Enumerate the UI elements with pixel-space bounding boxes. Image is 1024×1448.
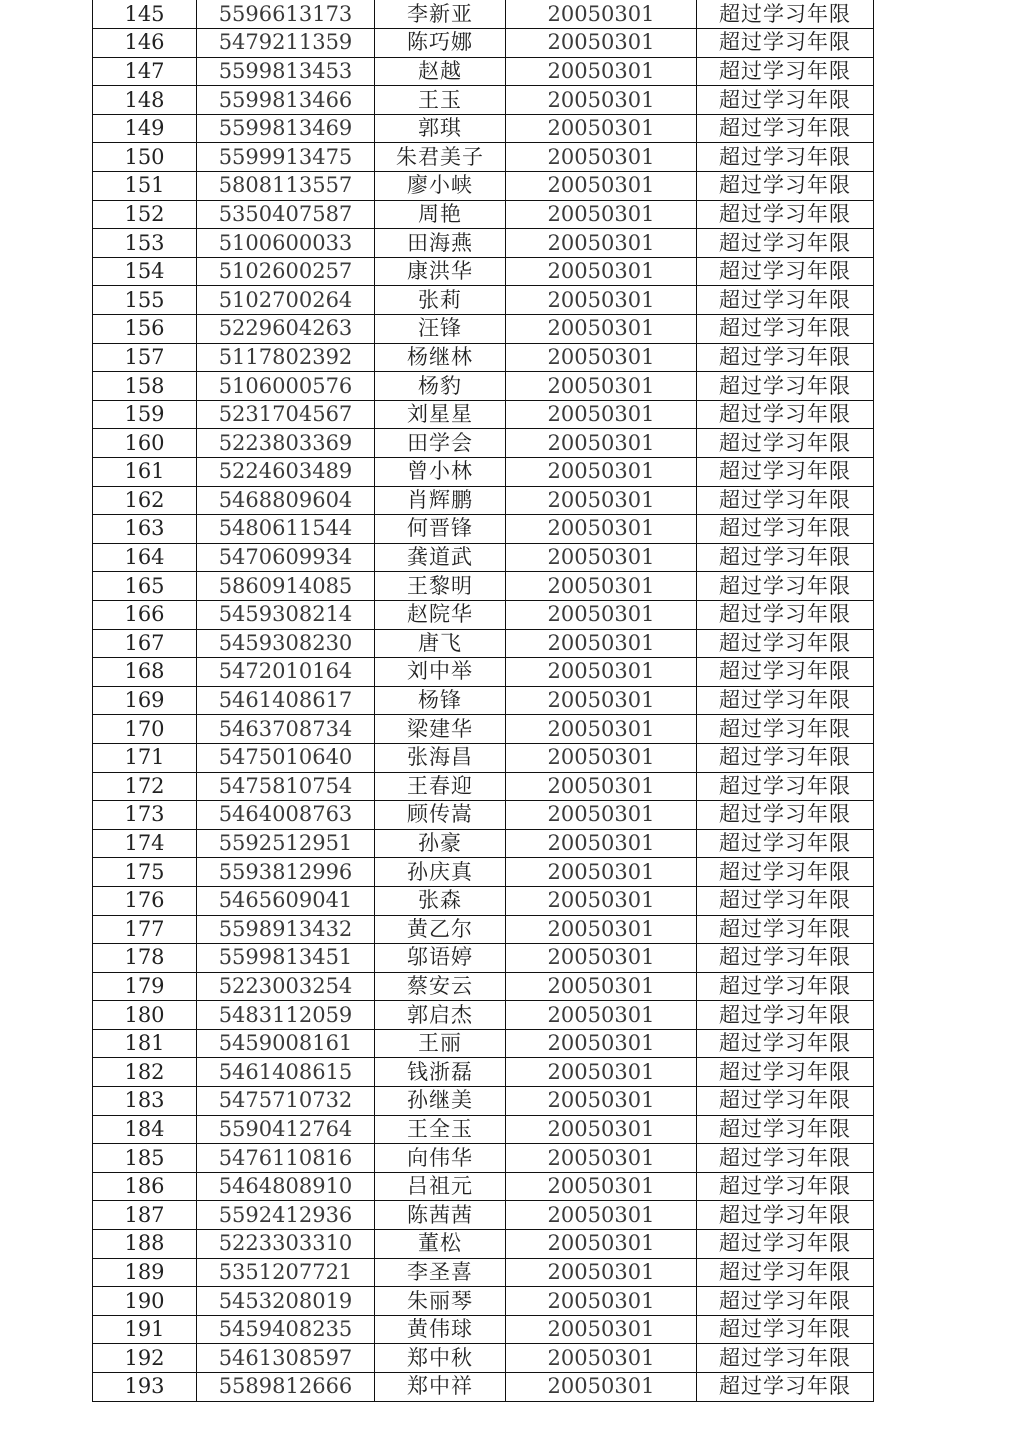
row-number-cell: 157	[93, 343, 197, 372]
reason-cell: 超过学习年限	[697, 1172, 874, 1201]
student-id-cell: 5472010164	[197, 658, 375, 687]
table-row	[93, 172, 874, 201]
row-number-cell: 161	[93, 458, 197, 487]
student-name-cell: 肖辉鹏	[375, 486, 506, 515]
row-number-cell: 145	[93, 0, 197, 29]
student-name-cell: 郑中秋	[375, 1344, 506, 1373]
row-number-cell: 182	[93, 1058, 197, 1087]
table-row	[93, 1258, 874, 1287]
student-name-cell: 杨豹	[375, 372, 506, 401]
student-name-cell: 钱浙磊	[375, 1058, 506, 1087]
row-number-cell: 167	[93, 629, 197, 658]
reason-cell: 超过学习年限	[697, 86, 874, 115]
row-number-cell: 148	[93, 86, 197, 115]
student-id-cell: 5480611544	[197, 515, 375, 544]
student-id-cell: 5464808910	[197, 1172, 375, 1201]
row-number-cell: 160	[93, 429, 197, 458]
student-id-cell: 5468809604	[197, 486, 375, 515]
student-name-cell: 王玉	[375, 86, 506, 115]
student-id-cell: 5223003254	[197, 972, 375, 1001]
date-cell: 20050301	[506, 286, 697, 315]
row-number-cell: 187	[93, 1201, 197, 1230]
reason-cell: 超过学习年限	[697, 515, 874, 544]
reason-cell: 超过学习年限	[697, 400, 874, 429]
student-id-cell: 5599813466	[197, 86, 375, 115]
student-name-cell: 康洪华	[375, 257, 506, 286]
student-name-cell: 郭琪	[375, 114, 506, 143]
table-row	[93, 1230, 874, 1259]
date-cell: 20050301	[506, 1315, 697, 1344]
student-name-cell: 吕祖元	[375, 1172, 506, 1201]
student-name-cell: 李新亚	[375, 0, 506, 29]
date-cell: 20050301	[506, 229, 697, 258]
reason-cell: 超过学习年限	[697, 829, 874, 858]
table-row	[93, 1315, 874, 1344]
student-id-cell: 5596613173	[197, 0, 375, 29]
date-cell: 20050301	[506, 543, 697, 572]
student-name-cell: 刘中举	[375, 658, 506, 687]
student-id-cell: 5464008763	[197, 801, 375, 830]
table-row	[93, 229, 874, 258]
date-cell: 20050301	[506, 801, 697, 830]
table-row	[93, 915, 874, 944]
student-name-cell: 唐飞	[375, 629, 506, 658]
student-id-cell: 5461308597	[197, 1344, 375, 1373]
row-number-cell: 177	[93, 915, 197, 944]
table-row	[93, 543, 874, 572]
table-row	[93, 257, 874, 286]
table-row	[93, 1373, 874, 1402]
student-name-cell: 汪锋	[375, 315, 506, 344]
date-cell: 20050301	[506, 1344, 697, 1373]
student-name-cell: 周艳	[375, 200, 506, 229]
table-row	[93, 86, 874, 115]
reason-cell: 超过学习年限	[697, 572, 874, 601]
date-cell: 20050301	[506, 486, 697, 515]
reason-cell: 超过学习年限	[697, 658, 874, 687]
table-row	[93, 1144, 874, 1173]
student-name-cell: 杨锋	[375, 686, 506, 715]
reason-cell: 超过学习年限	[697, 172, 874, 201]
row-number-cell: 164	[93, 543, 197, 572]
student-id-cell: 5459408235	[197, 1315, 375, 1344]
date-cell: 20050301	[506, 515, 697, 544]
row-number-cell: 171	[93, 743, 197, 772]
student-id-cell: 5453208019	[197, 1287, 375, 1316]
row-number-cell: 146	[93, 29, 197, 58]
date-cell: 20050301	[506, 114, 697, 143]
row-number-cell: 181	[93, 1029, 197, 1058]
student-id-cell: 5223303310	[197, 1230, 375, 1259]
student-id-cell: 5459008161	[197, 1029, 375, 1058]
row-number-cell: 191	[93, 1315, 197, 1344]
student-name-cell: 王春迎	[375, 772, 506, 801]
student-name-cell: 王黎明	[375, 572, 506, 601]
table-row	[93, 972, 874, 1001]
date-cell: 20050301	[506, 1029, 697, 1058]
student-id-cell: 5223803369	[197, 429, 375, 458]
row-number-cell: 172	[93, 772, 197, 801]
student-name-cell: 黄伟球	[375, 1315, 506, 1344]
table-row	[93, 286, 874, 315]
reason-cell: 超过学习年限	[697, 686, 874, 715]
table-row	[93, 0, 874, 29]
student-id-cell: 5459308230	[197, 629, 375, 658]
student-name-cell: 孙豪	[375, 829, 506, 858]
student-name-cell: 孙庆真	[375, 858, 506, 887]
date-cell: 20050301	[506, 629, 697, 658]
date-cell: 20050301	[506, 429, 697, 458]
student-name-cell: 杨继林	[375, 343, 506, 372]
date-cell: 20050301	[506, 1087, 697, 1116]
table-row	[93, 572, 874, 601]
reason-cell: 超过学习年限	[697, 715, 874, 744]
student-name-cell: 赵越	[375, 57, 506, 86]
student-id-cell: 5475010640	[197, 743, 375, 772]
row-number-cell: 189	[93, 1258, 197, 1287]
date-cell: 20050301	[506, 400, 697, 429]
student-name-cell: 陈茜茜	[375, 1201, 506, 1230]
table-body	[93, 0, 874, 1401]
student-id-cell: 5598913432	[197, 915, 375, 944]
student-id-cell: 5599813453	[197, 57, 375, 86]
table-row	[93, 400, 874, 429]
date-cell: 20050301	[506, 1201, 697, 1230]
student-name-cell: 向伟华	[375, 1144, 506, 1173]
reason-cell: 超过学习年限	[697, 257, 874, 286]
student-id-cell: 5465609041	[197, 886, 375, 915]
row-number-cell: 163	[93, 515, 197, 544]
reason-cell: 超过学习年限	[697, 1344, 874, 1373]
row-number-cell: 186	[93, 1172, 197, 1201]
row-number-cell: 156	[93, 315, 197, 344]
date-cell: 20050301	[506, 772, 697, 801]
date-cell: 20050301	[506, 972, 697, 1001]
table-row	[93, 658, 874, 687]
reason-cell: 超过学习年限	[697, 1258, 874, 1287]
date-cell: 20050301	[506, 915, 697, 944]
student-name-cell: 朱丽琴	[375, 1287, 506, 1316]
table-row	[93, 1029, 874, 1058]
date-cell: 20050301	[506, 86, 697, 115]
date-cell: 20050301	[506, 858, 697, 887]
student-name-cell: 张森	[375, 886, 506, 915]
student-id-cell: 5102700264	[197, 286, 375, 315]
student-name-cell: 刘星星	[375, 400, 506, 429]
student-name-cell: 龚道武	[375, 543, 506, 572]
reason-cell: 超过学习年限	[697, 629, 874, 658]
student-name-cell: 张莉	[375, 286, 506, 315]
reason-cell: 超过学习年限	[697, 600, 874, 629]
row-number-cell: 153	[93, 229, 197, 258]
student-id-cell: 5599913475	[197, 143, 375, 172]
date-cell: 20050301	[506, 57, 697, 86]
reason-cell: 超过学习年限	[697, 57, 874, 86]
row-number-cell: 154	[93, 257, 197, 286]
student-id-cell: 5476110816	[197, 1144, 375, 1173]
student-id-cell: 5860914085	[197, 572, 375, 601]
reason-cell: 超过学习年限	[697, 143, 874, 172]
reason-cell: 超过学习年限	[697, 915, 874, 944]
reason-cell: 超过学习年限	[697, 229, 874, 258]
student-name-cell: 何晋锋	[375, 515, 506, 544]
student-name-cell: 顾传嵩	[375, 801, 506, 830]
student-name-cell: 赵院华	[375, 600, 506, 629]
reason-cell: 超过学习年限	[697, 0, 874, 29]
table-row	[93, 829, 874, 858]
reason-cell: 超过学习年限	[697, 286, 874, 315]
date-cell: 20050301	[506, 1144, 697, 1173]
date-cell: 20050301	[506, 658, 697, 687]
row-number-cell: 185	[93, 1144, 197, 1173]
student-name-cell: 廖小峡	[375, 172, 506, 201]
date-cell: 20050301	[506, 200, 697, 229]
reason-cell: 超过学习年限	[697, 801, 874, 830]
reason-cell: 超过学习年限	[697, 1230, 874, 1259]
row-number-cell: 168	[93, 658, 197, 687]
student-name-cell: 董松	[375, 1230, 506, 1259]
reason-cell: 超过学习年限	[697, 1001, 874, 1030]
row-number-cell: 193	[93, 1373, 197, 1402]
student-name-cell: 王全玉	[375, 1115, 506, 1144]
date-cell: 20050301	[506, 944, 697, 973]
table-row	[93, 1115, 874, 1144]
student-id-cell: 5231704567	[197, 400, 375, 429]
student-name-cell: 田学会	[375, 429, 506, 458]
date-cell: 20050301	[506, 143, 697, 172]
table-row	[93, 1172, 874, 1201]
reason-cell: 超过学习年限	[697, 458, 874, 487]
date-cell: 20050301	[506, 1258, 697, 1287]
student-name-cell: 张海昌	[375, 743, 506, 772]
student-id-cell: 5224603489	[197, 458, 375, 487]
student-id-cell: 5483112059	[197, 1001, 375, 1030]
row-number-cell: 155	[93, 286, 197, 315]
student-id-cell: 5589812666	[197, 1373, 375, 1402]
student-id-cell: 5350407587	[197, 200, 375, 229]
student-name-cell: 朱君美子	[375, 143, 506, 172]
student-name-cell: 郑中祥	[375, 1373, 506, 1402]
table-row	[93, 1087, 874, 1116]
reason-cell: 超过学习年限	[697, 1315, 874, 1344]
date-cell: 20050301	[506, 315, 697, 344]
reason-cell: 超过学习年限	[697, 429, 874, 458]
student-name-cell: 王丽	[375, 1029, 506, 1058]
table-row	[93, 458, 874, 487]
row-number-cell: 183	[93, 1087, 197, 1116]
date-cell: 20050301	[506, 372, 697, 401]
reason-cell: 超过学习年限	[697, 1201, 874, 1230]
reason-cell: 超过学习年限	[697, 743, 874, 772]
row-number-cell: 180	[93, 1001, 197, 1030]
reason-cell: 超过学习年限	[697, 1087, 874, 1116]
reason-cell: 超过学习年限	[697, 886, 874, 915]
row-number-cell: 169	[93, 686, 197, 715]
student-id-cell: 5351207721	[197, 1258, 375, 1287]
date-cell: 20050301	[506, 600, 697, 629]
student-id-cell: 5100600033	[197, 229, 375, 258]
table-row	[93, 801, 874, 830]
student-name-cell: 蔡安云	[375, 972, 506, 1001]
student-id-cell: 5463708734	[197, 715, 375, 744]
reason-cell: 超过学习年限	[697, 972, 874, 1001]
student-name-cell: 梁建华	[375, 715, 506, 744]
row-number-cell: 174	[93, 829, 197, 858]
student-id-cell: 5229604263	[197, 315, 375, 344]
table-row	[93, 486, 874, 515]
student-name-cell: 黄乙尔	[375, 915, 506, 944]
table-row	[93, 1001, 874, 1030]
row-number-cell: 170	[93, 715, 197, 744]
row-number-cell: 179	[93, 972, 197, 1001]
row-number-cell: 165	[93, 572, 197, 601]
row-number-cell: 175	[93, 858, 197, 887]
row-number-cell: 150	[93, 143, 197, 172]
table-row	[93, 886, 874, 915]
student-id-cell: 5590412764	[197, 1115, 375, 1144]
reason-cell: 超过学习年限	[697, 486, 874, 515]
row-number-cell: 184	[93, 1115, 197, 1144]
row-number-cell: 149	[93, 114, 197, 143]
table-row	[93, 772, 874, 801]
student-id-cell: 5475710732	[197, 1087, 375, 1116]
student-id-cell: 5808113557	[197, 172, 375, 201]
student-list-table	[92, 0, 874, 1402]
reason-cell: 超过学习年限	[697, 858, 874, 887]
table-row	[93, 858, 874, 887]
student-id-cell: 5459308214	[197, 600, 375, 629]
table-row	[93, 57, 874, 86]
row-number-cell: 151	[93, 172, 197, 201]
reason-cell: 超过学习年限	[697, 29, 874, 58]
student-id-cell: 5106000576	[197, 372, 375, 401]
table-row	[93, 29, 874, 58]
student-id-cell: 5592512951	[197, 829, 375, 858]
date-cell: 20050301	[506, 743, 697, 772]
student-id-cell: 5117802392	[197, 343, 375, 372]
student-name-cell: 曾小林	[375, 458, 506, 487]
reason-cell: 超过学习年限	[697, 543, 874, 572]
student-name-cell: 郭启杰	[375, 1001, 506, 1030]
student-id-cell: 5599813469	[197, 114, 375, 143]
reason-cell: 超过学习年限	[697, 1287, 874, 1316]
date-cell: 20050301	[506, 1001, 697, 1030]
student-id-cell: 5475810754	[197, 772, 375, 801]
row-number-cell: 147	[93, 57, 197, 86]
table-row	[93, 743, 874, 772]
table-row	[93, 1344, 874, 1373]
student-id-cell: 5599813451	[197, 944, 375, 973]
date-cell: 20050301	[506, 1287, 697, 1316]
reason-cell: 超过学习年限	[697, 1115, 874, 1144]
table-row	[93, 315, 874, 344]
date-cell: 20050301	[506, 1115, 697, 1144]
row-number-cell: 159	[93, 400, 197, 429]
table-row	[93, 629, 874, 658]
date-cell: 20050301	[506, 343, 697, 372]
date-cell: 20050301	[506, 1373, 697, 1402]
table-row	[93, 515, 874, 544]
date-cell: 20050301	[506, 257, 697, 286]
student-id-cell: 5461408615	[197, 1058, 375, 1087]
date-cell: 20050301	[506, 172, 697, 201]
row-number-cell: 190	[93, 1287, 197, 1316]
reason-cell: 超过学习年限	[697, 315, 874, 344]
student-name-cell: 邬语婷	[375, 944, 506, 973]
date-cell: 20050301	[506, 1172, 697, 1201]
reason-cell: 超过学习年限	[697, 1029, 874, 1058]
date-cell: 20050301	[506, 829, 697, 858]
table-row	[93, 1287, 874, 1316]
row-number-cell: 152	[93, 200, 197, 229]
date-cell: 20050301	[506, 686, 697, 715]
table-row	[93, 1201, 874, 1230]
reason-cell: 超过学习年限	[697, 1058, 874, 1087]
table-row	[93, 372, 874, 401]
student-id-cell: 5592412936	[197, 1201, 375, 1230]
date-cell: 20050301	[506, 1058, 697, 1087]
student-id-cell: 5593812996	[197, 858, 375, 887]
row-number-cell: 178	[93, 944, 197, 973]
table-row	[93, 200, 874, 229]
reason-cell: 超过学习年限	[697, 944, 874, 973]
student-id-cell: 5461408617	[197, 686, 375, 715]
student-id-cell: 5102600257	[197, 257, 375, 286]
row-number-cell: 188	[93, 1230, 197, 1259]
reason-cell: 超过学习年限	[697, 343, 874, 372]
row-number-cell: 192	[93, 1344, 197, 1373]
table-row	[93, 1058, 874, 1087]
date-cell: 20050301	[506, 458, 697, 487]
reason-cell: 超过学习年限	[697, 1144, 874, 1173]
row-number-cell: 176	[93, 886, 197, 915]
table-row	[93, 429, 874, 458]
table-row	[93, 114, 874, 143]
date-cell: 20050301	[506, 0, 697, 29]
table-row	[93, 143, 874, 172]
table-row	[93, 715, 874, 744]
student-id-cell: 5479211359	[197, 29, 375, 58]
reason-cell: 超过学习年限	[697, 772, 874, 801]
student-name-cell: 陈巧娜	[375, 29, 506, 58]
reason-cell: 超过学习年限	[697, 1373, 874, 1402]
student-name-cell: 孙继美	[375, 1087, 506, 1116]
reason-cell: 超过学习年限	[697, 372, 874, 401]
reason-cell: 超过学习年限	[697, 200, 874, 229]
table-row	[93, 944, 874, 973]
date-cell: 20050301	[506, 886, 697, 915]
row-number-cell: 173	[93, 801, 197, 830]
row-number-cell: 166	[93, 600, 197, 629]
row-number-cell: 158	[93, 372, 197, 401]
date-cell: 20050301	[506, 1230, 697, 1259]
date-cell: 20050301	[506, 715, 697, 744]
student-name-cell: 李圣喜	[375, 1258, 506, 1287]
student-id-cell: 5470609934	[197, 543, 375, 572]
date-cell: 20050301	[506, 29, 697, 58]
date-cell: 20050301	[506, 572, 697, 601]
row-number-cell: 162	[93, 486, 197, 515]
table-row	[93, 600, 874, 629]
table-row	[93, 343, 874, 372]
student-name-cell: 田海燕	[375, 229, 506, 258]
reason-cell: 超过学习年限	[697, 114, 874, 143]
table-row	[93, 686, 874, 715]
